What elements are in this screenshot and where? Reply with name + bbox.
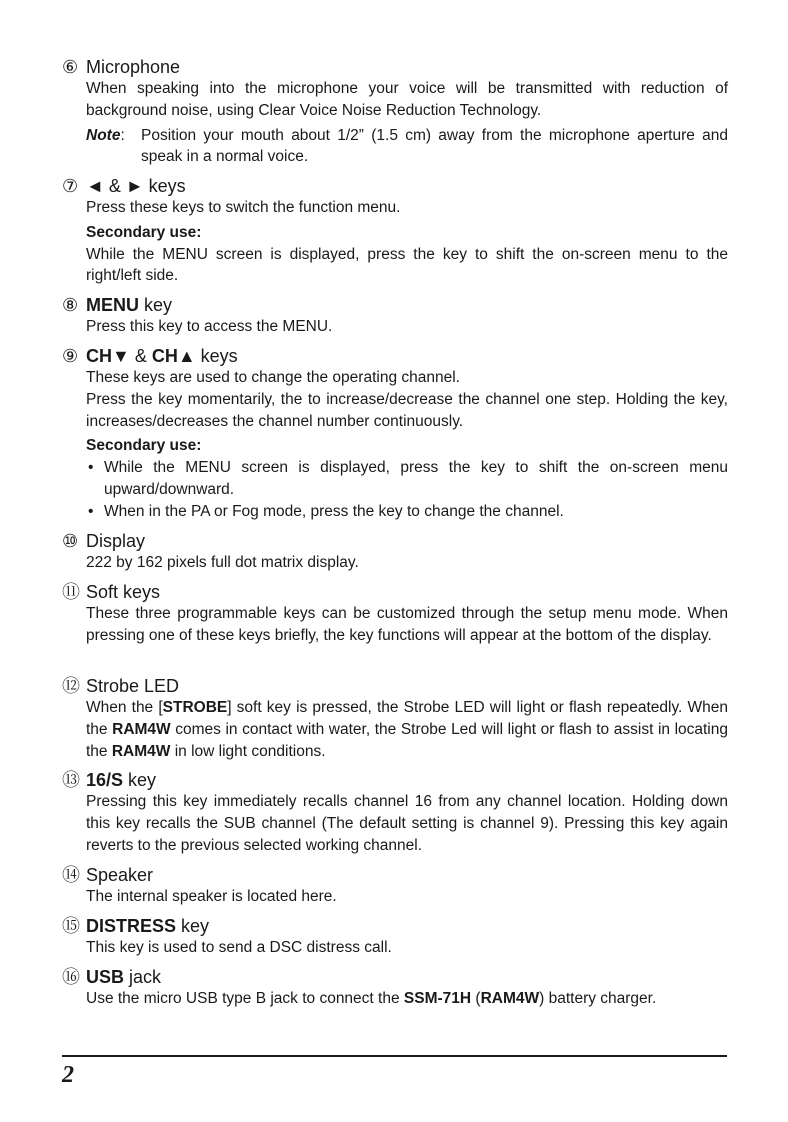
paragraph	[86, 697, 728, 762]
heading-bold: USB	[86, 967, 125, 987]
heading-text: Microphone	[86, 57, 181, 77]
text-run: When the [	[86, 699, 163, 716]
text-run-bold: RAM4W	[112, 720, 171, 738]
item-number: ⑦	[62, 176, 79, 196]
paragraph: Press these keys to switch the function menu.	[86, 199, 401, 216]
heading-text: keys	[195, 346, 238, 366]
section-heading	[62, 56, 728, 78]
paragraph: Press this key to access the MENU.	[86, 318, 333, 335]
item-number: ⑩	[62, 531, 79, 551]
section-16s-key	[62, 769, 728, 856]
heading-text: Strobe LED	[86, 676, 180, 696]
heading-text: key	[139, 295, 173, 315]
section-display	[62, 530, 728, 574]
paragraph: Press the key momentarily, the to increase/decrease the channel one step. Holding the key, increases/decreases the channel number continuously.	[86, 390, 728, 430]
section-arrow-keys	[62, 175, 728, 287]
section-microphone	[62, 56, 728, 168]
section-soft-keys	[62, 581, 728, 647]
heading-text: Soft keys	[86, 582, 161, 602]
paragraph: When speaking into the microphone your voice will be transmitted with reduction of background noise, using Clear Voice Noise Reduction Technology.	[86, 80, 728, 119]
heading-text: ◄ & ► keys	[86, 176, 186, 196]
section-menu-key	[62, 294, 728, 338]
footer-divider	[62, 1055, 727, 1057]
heading-bold: MENU	[86, 295, 139, 315]
paragraph: This key is used to send a DSC distress call.	[86, 939, 392, 956]
paragraph: These keys are used to change the operating channel.	[86, 369, 460, 386]
heading-text: key	[176, 916, 210, 936]
section-heading	[62, 769, 728, 791]
paragraph: The internal speaker is located here.	[86, 888, 337, 905]
item-number: ⑭	[62, 865, 80, 885]
section-heading	[62, 530, 728, 552]
item-number: ⑧	[62, 295, 79, 315]
item-number: ⑬	[62, 770, 80, 790]
heading-text: key	[123, 770, 157, 790]
note-text: Position your mouth about 1/2” (1.5 cm) away from the microphone aperture and speak in a normal voice.	[141, 126, 728, 166]
text-run: Use the micro USB type B jack to connect the	[86, 990, 404, 1007]
section-heading	[62, 175, 728, 197]
section-usb-jack	[62, 966, 728, 1010]
text-run-bold: SSM-71H	[403, 990, 472, 1007]
text-run: in low light conditions.	[170, 742, 326, 760]
item-number: ⑪	[62, 582, 80, 602]
bullet-text: When in the PA or Fog mode, press the key to change the channel.	[104, 502, 564, 520]
text-run-bold: RAM4W	[111, 742, 171, 760]
text-run: comes in contact with water, the Strobe Led will light or flash to assist in locating the	[86, 720, 728, 760]
section-heading	[62, 864, 728, 886]
section-heading	[62, 581, 728, 603]
heading-bold: 16/S	[86, 770, 124, 790]
heading-text: Display	[86, 531, 146, 551]
heading-bold: CH▲	[151, 346, 196, 366]
bullet-icon: •	[88, 502, 94, 520]
section-heading	[62, 345, 728, 367]
paragraph: Pressing this key immediately recalls channel 16 from any channel location. Holding down this key recalls the SUB channel (The default setting is channel 9). Pressing this key again reverts to the previous selected working channel.	[86, 793, 728, 854]
paragraph: These three programmable keys can be customized through the setup menu mode. When pressing one of these keys briefly, the key functions will appear at the bottom of the display.	[86, 605, 728, 644]
section-heading	[62, 294, 728, 316]
bullet-icon: •	[88, 459, 94, 477]
item-number: ⑯	[62, 967, 80, 987]
secondary-use-label: Secondary use:	[86, 223, 202, 241]
heading-bold: DISTRESS	[86, 916, 177, 936]
text-run: (	[471, 990, 481, 1007]
paragraph: While the MENU screen is displayed, press the key to shift the on-screen menu to the right/left side.	[86, 245, 728, 285]
section-strobe-led	[62, 675, 728, 762]
section-distress-key	[62, 915, 728, 959]
secondary-use-label: Secondary use:	[86, 437, 202, 455]
page-number: 2	[62, 1062, 74, 1088]
text-run-bold: STROBE	[162, 699, 228, 716]
item-number: ⑥	[62, 57, 79, 77]
note-label: Note	[86, 126, 121, 144]
paragraph: 222 by 162 pixels full dot matrix display.	[86, 554, 359, 571]
bullet-text: While the MENU screen is displayed, press the key to shift the on-screen menu upward/downward.	[104, 459, 728, 498]
section-speaker	[62, 864, 728, 908]
paragraph	[86, 988, 728, 1010]
heading-text: jack	[124, 967, 162, 987]
heading-bold: CH▼	[86, 346, 130, 366]
item-number: ⑮	[62, 916, 80, 936]
text-run-bold: RAM4W	[480, 990, 540, 1007]
section-ch-keys	[62, 345, 728, 523]
item-number: ⑨	[62, 346, 79, 366]
note: Note: Position your mouth about 1/2” (1.5 cm) away from the microphone aperture and speak in a normal voice.	[86, 125, 728, 169]
text-run: ) battery charger.	[539, 990, 657, 1007]
text-run: ] soft key is pressed, the Strobe LED will light or flash repeatedly. When the	[86, 699, 728, 738]
heading-text: Speaker	[86, 865, 154, 885]
list-item	[86, 501, 728, 523]
heading-text: &	[129, 346, 152, 366]
section-heading	[62, 915, 728, 937]
section-heading	[62, 966, 728, 988]
section-heading	[62, 675, 728, 697]
list-item	[86, 457, 728, 501]
item-number: ⑫	[62, 676, 80, 696]
